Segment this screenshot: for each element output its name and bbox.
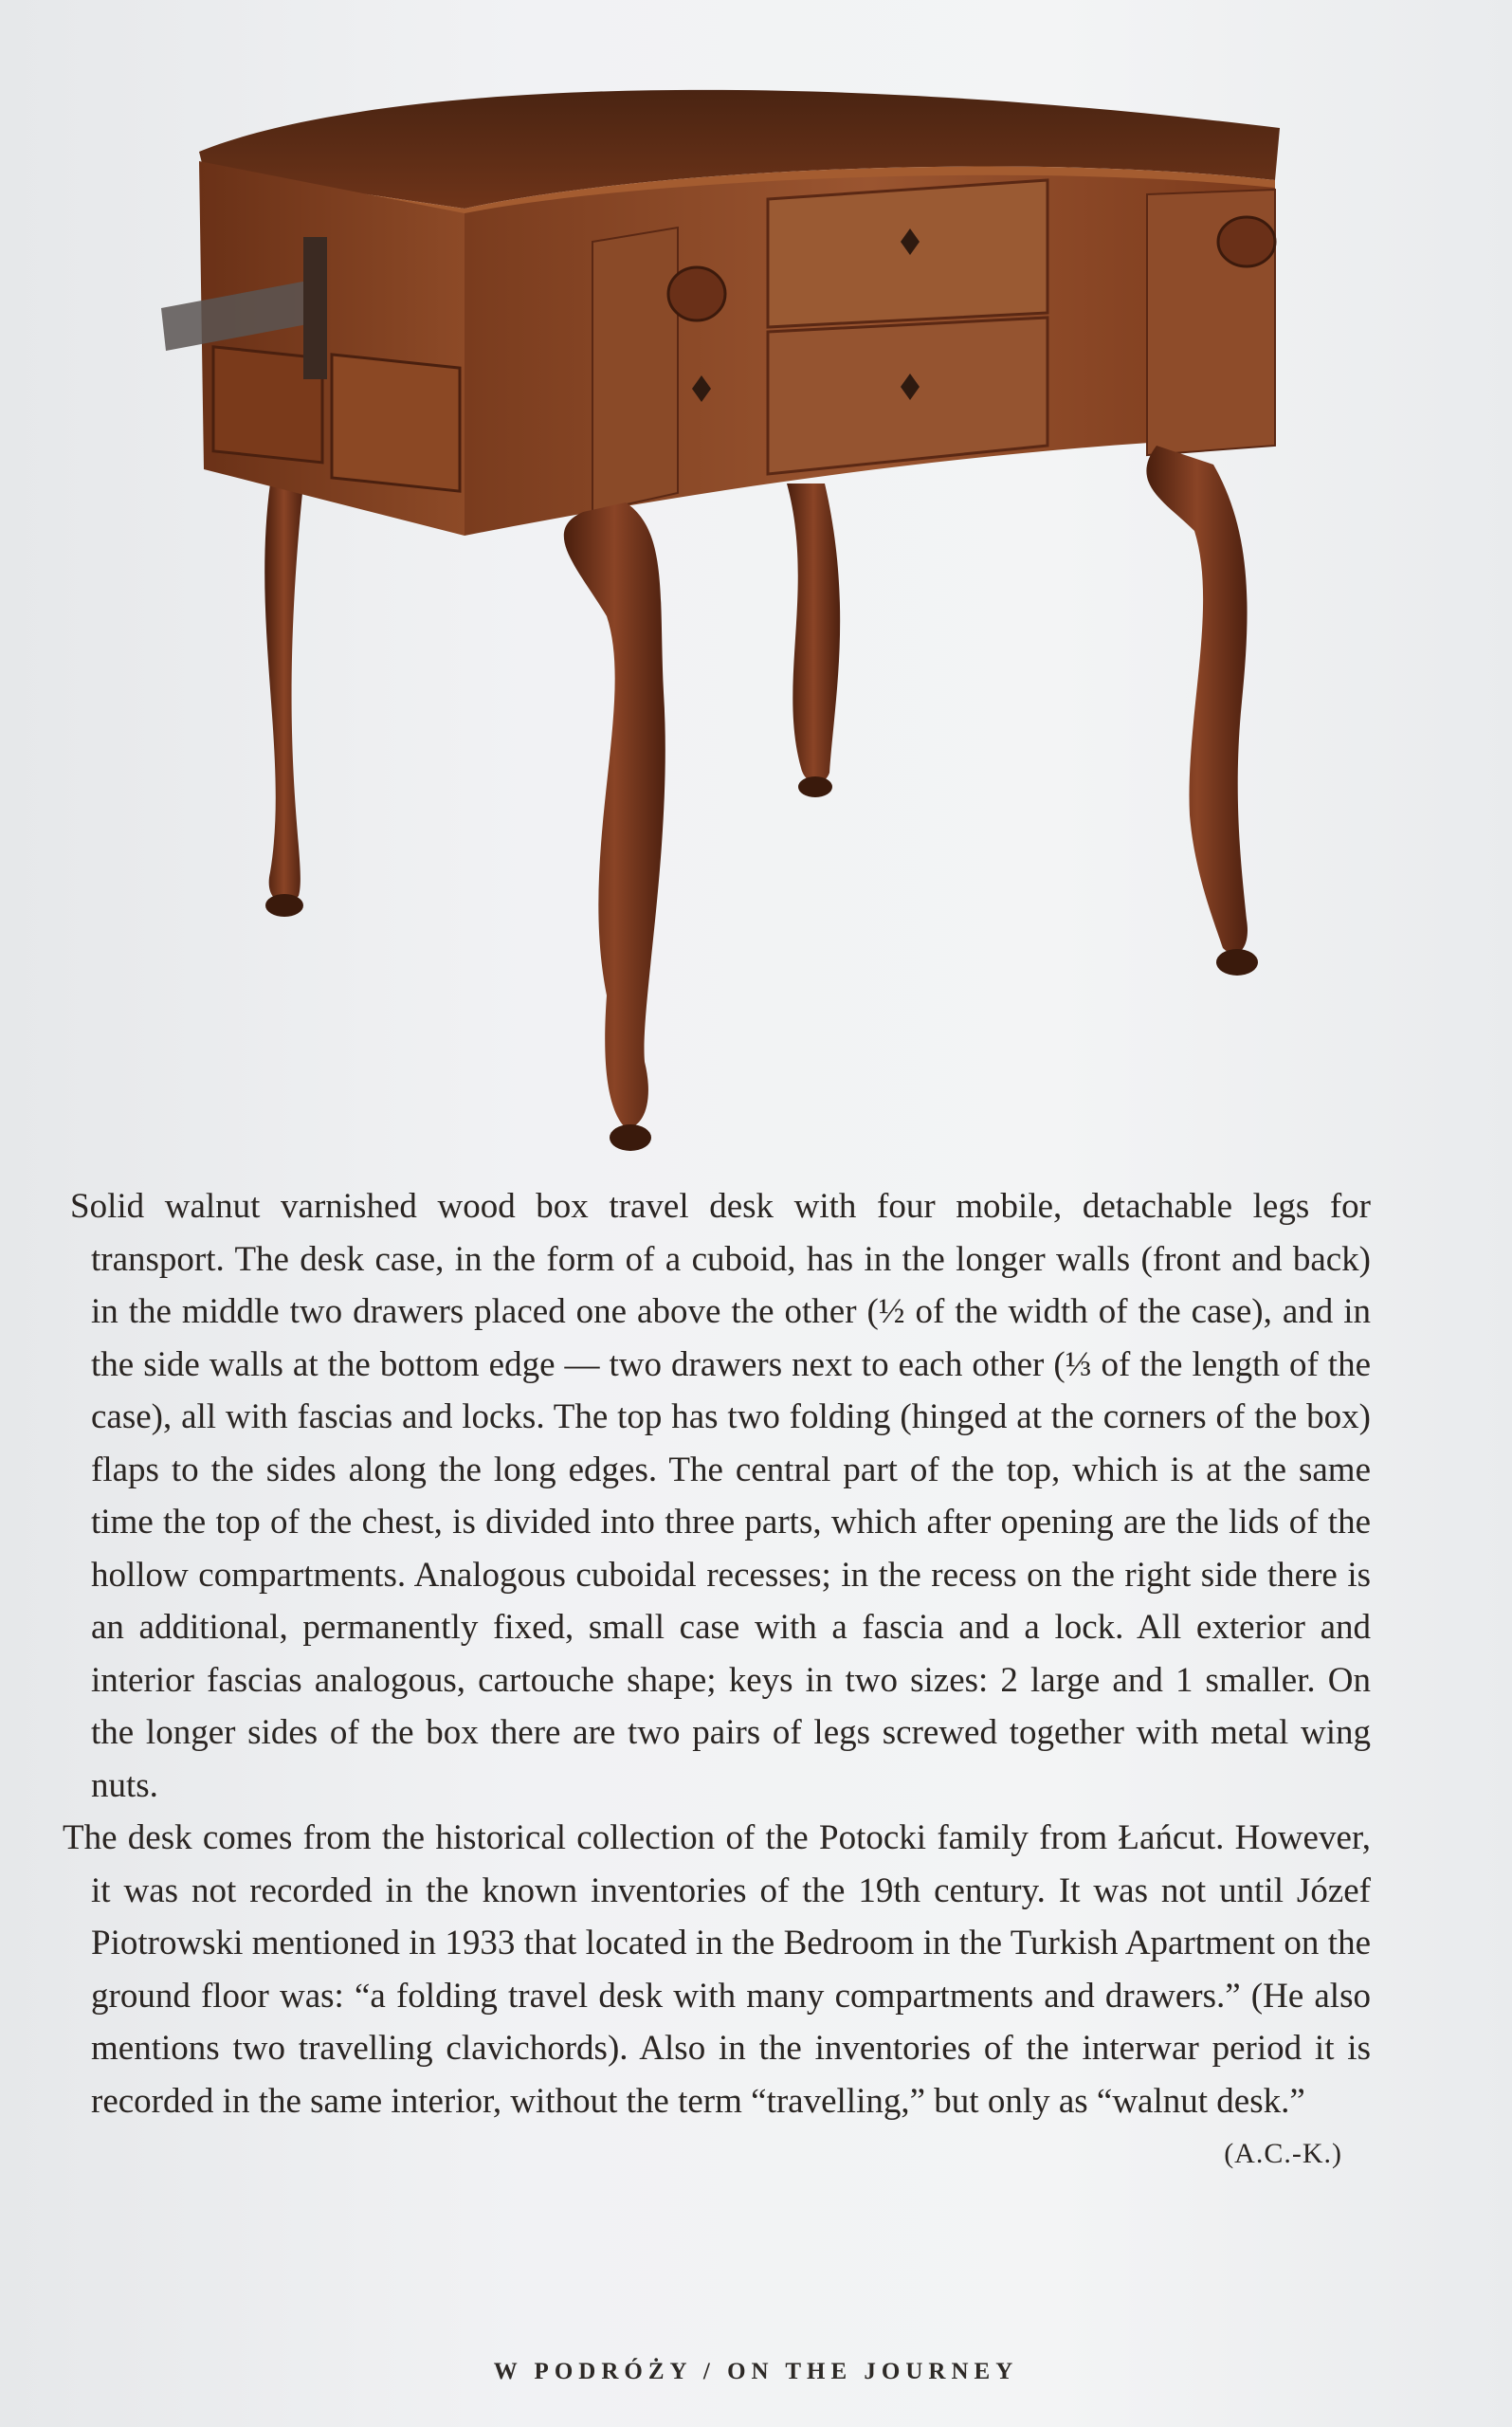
running-footer: W PODRÓŻY / ON THE JOURNEY <box>493 2359 1019 2384</box>
front-upper-drawer <box>768 180 1047 327</box>
caption-paragraph-provenance: The desk comes from the historical collection of the Potocki family from Łańcut. However, it was not recorded in the known inventories of the 19th century. It was not until Józef Piotrowski mentioned in 1933 that located in the Bedroom in the Turkish Apartment on the ground floor was: “a folding travel desk with many compartments and drawers.” (He also mentions two travelling clavichords). Also in the inventories of the interwar period it is recorded in the same interior, without the term “travelling,” but only as “walnut desk.” <box>63 1818 1371 2121</box>
front-right-leg <box>1146 446 1248 954</box>
wing-nut-left <box>668 267 725 320</box>
travel-desk-photo <box>161 38 1327 1157</box>
side-drawer-right <box>332 355 460 491</box>
wing-nut-right <box>1218 217 1275 266</box>
back-left-leg <box>264 484 303 903</box>
front-left-leg <box>564 502 665 1128</box>
author-signature: (A.C.-K.) <box>1224 2138 1342 2169</box>
back-right-leg <box>787 484 840 783</box>
caption-text <box>63 1180 1371 2169</box>
caption-paragraph-description: Solid walnut varnished wood box travel desk with four mobile, detachable legs for transport. The desk case, in the form of a cuboid, has in the longer walls (front and back) in the middle two drawers placed one above the other (½ of the width of the case), and in the side walls at the bottom edge — two drawers next to each other (⅓ of the length of the case), all with fascias and locks. The top has two folding (hinged at the corners of the box) flaps to the sides along the long edges. The central part of the top, which is at the same time the top of the chest, is divided into three parts, which after opening are the lids of the hollow compartments. Analogous cuboidal recesses; in the recess on the right side there is an additional, permanently fixed, small case with a fascia and a lock. All exterior and interior fascias analogous, cartouche shape; keys in two sizes: 2 large and 1 smaller. On the longer sides of the box there are two pairs of legs screwed together with metal wing nuts. <box>70 1187 1371 1805</box>
